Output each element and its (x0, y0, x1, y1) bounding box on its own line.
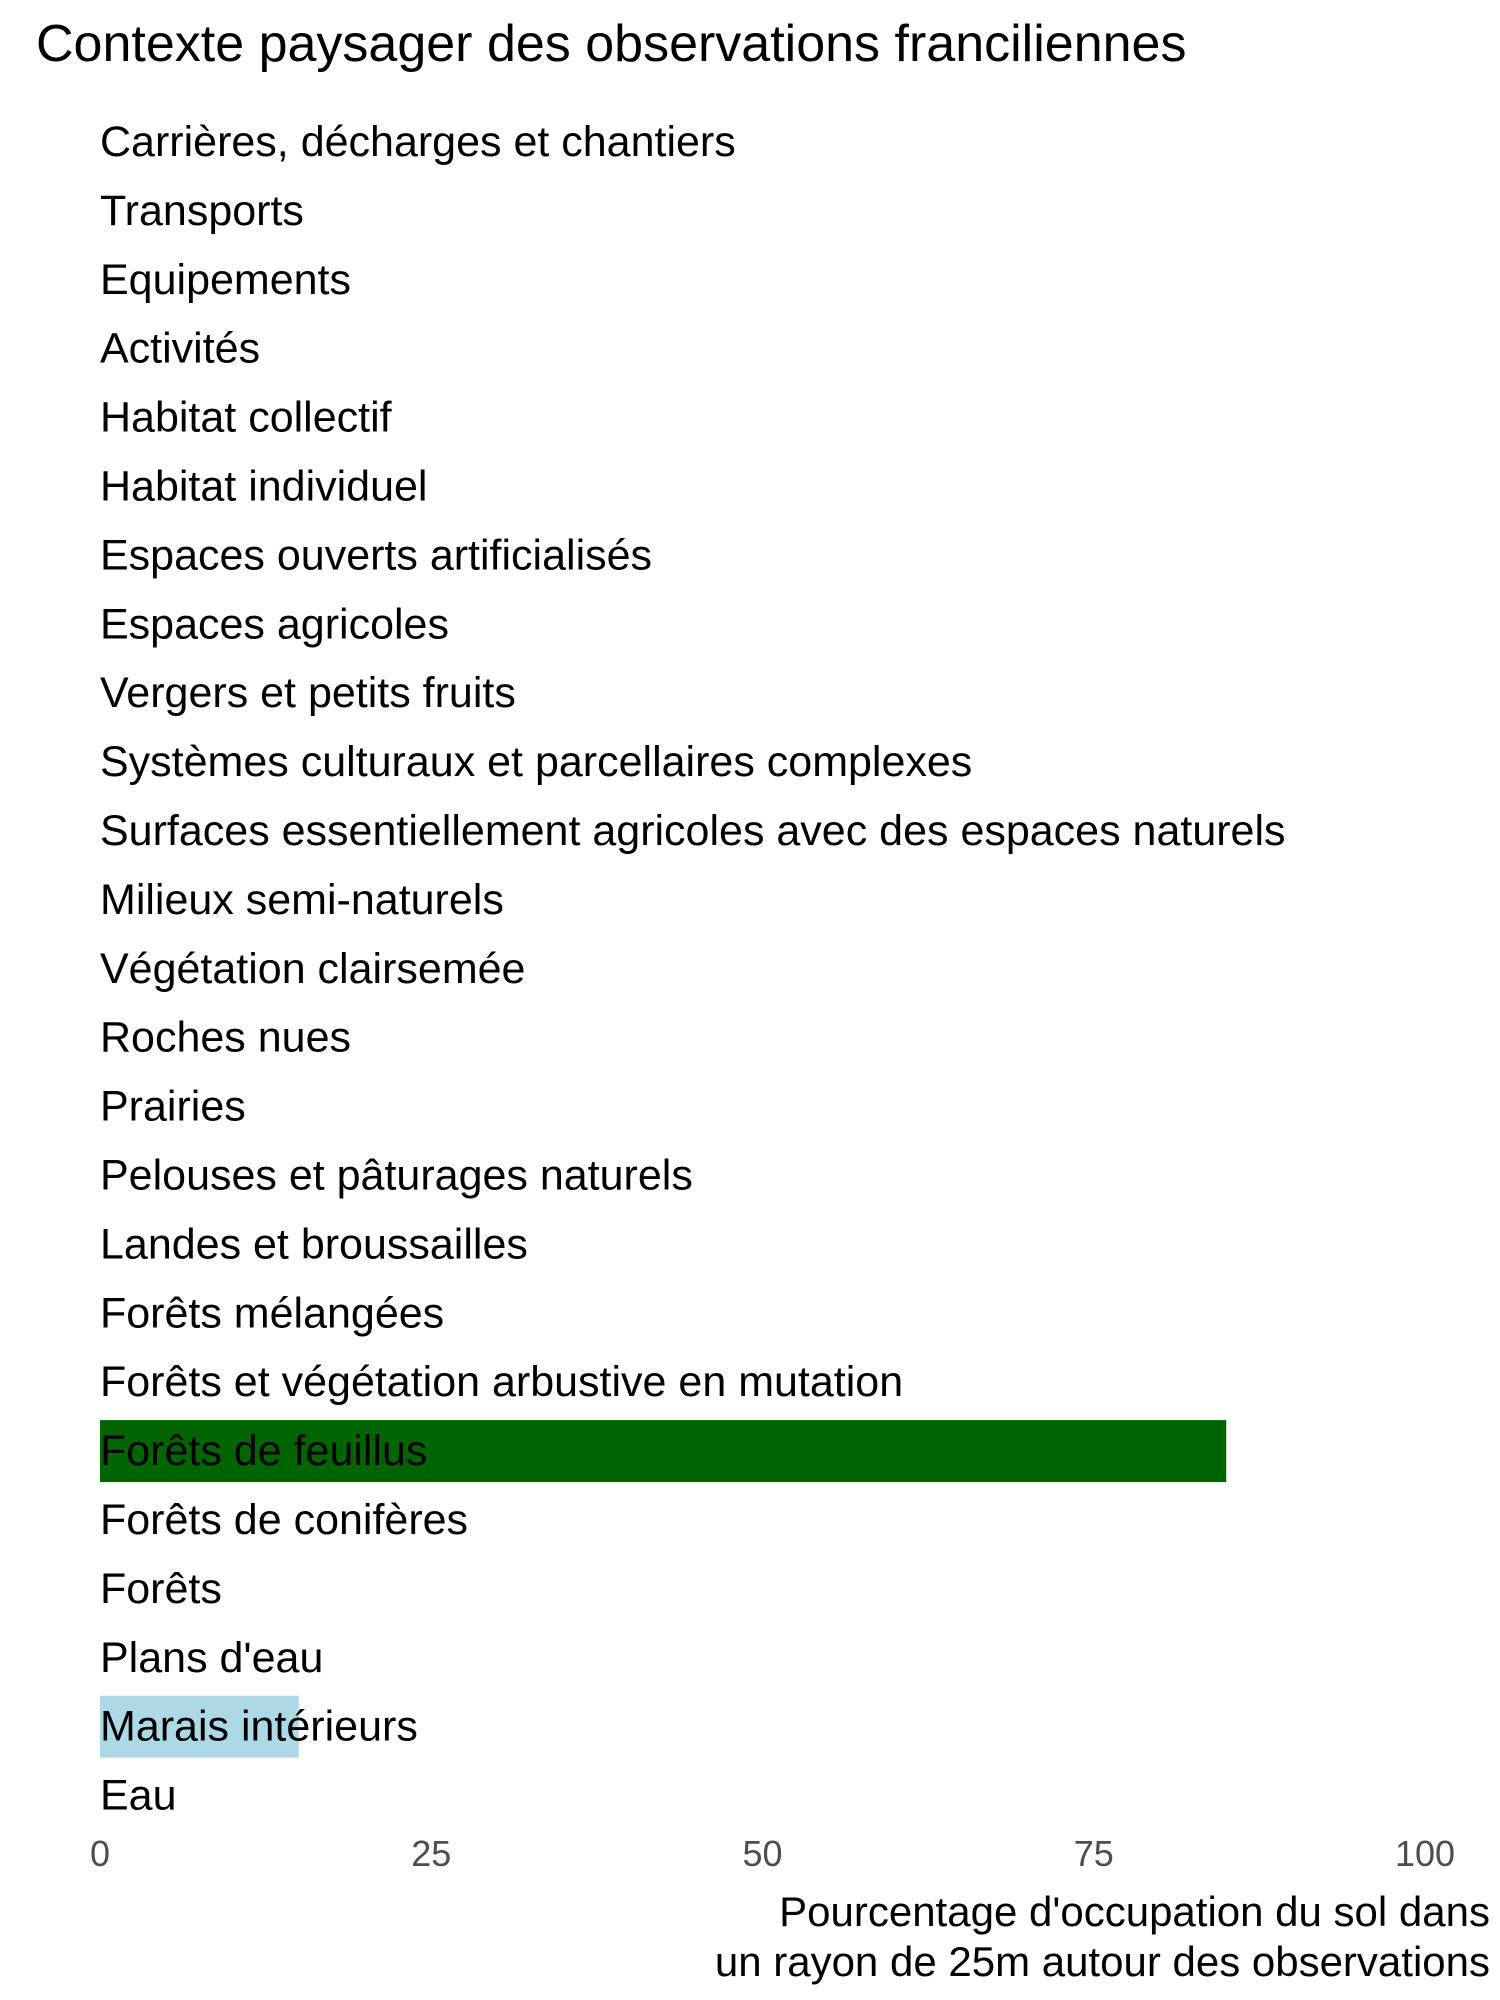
chart-title: Contexte paysager des observations franciliennes (36, 15, 1187, 73)
x-tick-100: 100 (1394, 1833, 1456, 1874)
category-label-16: Landes et broussailles (100, 1220, 528, 1269)
category-label-20: Forêts de conifères (100, 1496, 469, 1544)
x-axis-label-line-1: Pourcentage d'occupation du sol dans (779, 1888, 1490, 1935)
category-labels (100, 118, 1286, 1820)
category-label-1: Transports (100, 186, 304, 235)
category-label-8: Vergers et petits fruits (100, 669, 516, 718)
category-label-9: Systèmes culturaux et parcellaires complexes (100, 738, 973, 787)
category-label-13: Roches nues (100, 1013, 351, 1062)
category-label-22: Plans d'eau (100, 1633, 324, 1682)
x-tick-25: 25 (411, 1833, 452, 1874)
x-axis-ticks (90, 1833, 1455, 1874)
category-label-7: Espaces agricoles (100, 600, 449, 649)
category-label-5: Habitat individuel (100, 462, 428, 511)
category-label-17: Forêts mélangées (100, 1289, 445, 1338)
x-axis-label-line-2: un rayon de 25m autour des observations (714, 1938, 1490, 1985)
category-label-15: Pelouses et pâturages naturels (100, 1151, 693, 1200)
category-label-14: Prairies (100, 1082, 246, 1131)
x-tick-50: 50 (742, 1833, 783, 1874)
category-label-3: Activités (100, 324, 261, 373)
x-tick-0: 0 (89, 1833, 111, 1874)
x-axis-label (715, 1887, 1490, 1987)
category-label-2: Equipements (100, 255, 351, 304)
category-label-6: Espaces ouverts artificialisés (100, 531, 653, 580)
category-label-24: Eau (100, 1771, 177, 1820)
category-label-12: Végétation clairsemée (100, 944, 526, 993)
category-label-10: Surfaces essentiellement agricoles avec des espaces naturels (100, 807, 1286, 855)
category-label-21: Forêts (100, 1564, 222, 1613)
category-label-11: Milieux semi-naturels (100, 875, 504, 924)
x-tick-75: 75 (1073, 1833, 1114, 1874)
category-label-0: Carrières, décharges et chantiers (100, 118, 736, 166)
category-label-4: Habitat collectif (100, 393, 392, 442)
category-label-23: Marais intérieurs (100, 1702, 418, 1751)
category-label-19: Forêts de feuillus (100, 1427, 428, 1476)
category-label-18: Forêts et végétation arbustive en mutation (100, 1358, 904, 1407)
